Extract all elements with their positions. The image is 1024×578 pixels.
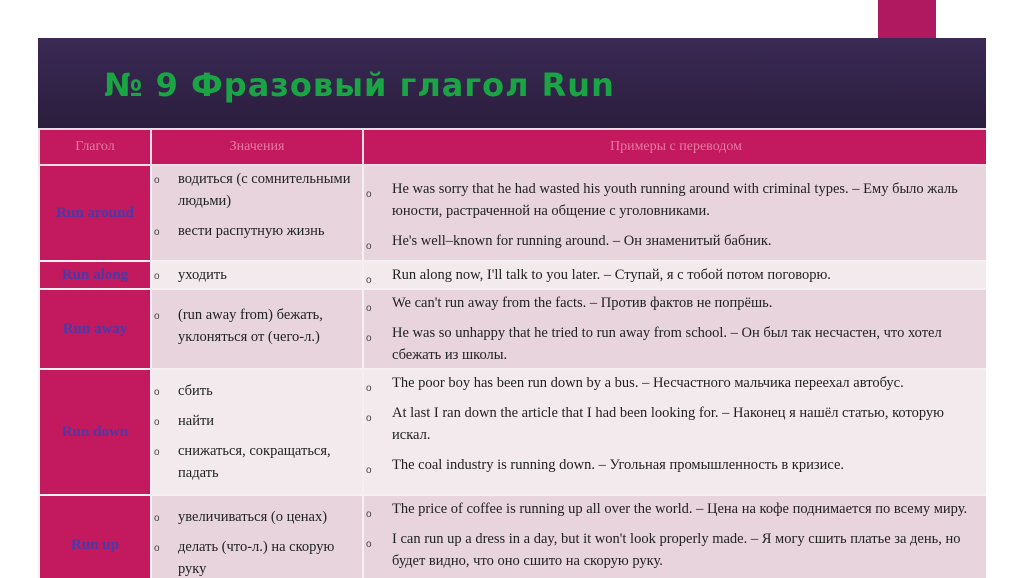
meanings-cell [151, 495, 363, 578]
examples-cell [363, 165, 986, 261]
meaning-item: o увеличиваться (о ценах) [168, 506, 358, 528]
meaning-item: o водиться (с сомнительными людьми) [168, 168, 358, 212]
meanings-cell [151, 261, 363, 289]
verb-cell: Run away [39, 289, 151, 369]
meaning-item: o уходить [168, 264, 358, 286]
verb-cell: Run up [39, 495, 151, 578]
title-bar [38, 38, 986, 128]
examples-cell [363, 289, 986, 369]
header-examples: Примеры с переводом [363, 129, 986, 165]
example-item: o He was so unhappy that he tried to run away from school. – Он был так несчастен, что хотел сбежать из школы. [392, 322, 984, 366]
meaning-item: o (run away from) бежать, уклоняться от (чего-л.) [168, 304, 358, 348]
example-item: o Run along now, I'll talk to you later. – Ступай, я с тобой потом поговорю. [392, 264, 984, 286]
meaning-item: o найти [168, 410, 358, 432]
examples-cell [363, 369, 986, 495]
table-row [39, 165, 986, 261]
meanings-cell [151, 165, 363, 261]
verb-cell: Run along [39, 261, 151, 289]
header-verb: Глагол [39, 129, 151, 165]
verb-cell: Run around [39, 165, 151, 261]
examples-cell [363, 495, 986, 578]
meaning-item: o вести распутную жизнь [168, 220, 358, 242]
meanings-cell [151, 369, 363, 495]
table-row [39, 289, 986, 369]
meaning-item: o делать (что-л.) на скорую руку [168, 536, 358, 578]
slide [38, 38, 986, 578]
table-row [39, 369, 986, 495]
table-row [39, 495, 986, 578]
phrasal-verb-table [38, 128, 986, 578]
meaning-item: o снижаться, сокращаться, падать [168, 440, 358, 484]
example-item: o He was sorry that he had wasted his youth running around with criminal types. – Ему было жаль юности, растраченной на общение с уголовниками. [392, 178, 984, 222]
slide-title: № 9 Фразовый глагол Run [104, 66, 615, 104]
table-row [39, 261, 986, 289]
example-item: o I can run up a dress in a day, but it won't look properly made. – Я могу сшить платье за день, но будет видно, что оно сшито на скорую руку. [392, 528, 984, 572]
example-item: o The coal industry is running down. – Угольная промышленность в кризисе. [392, 454, 984, 476]
table-header-row [39, 129, 986, 165]
meanings-cell [151, 289, 363, 369]
example-item: o He's well–known for running around. – Он знаменитый бабник. [392, 230, 984, 252]
example-item: o The poor boy has been run down by a bus. – Несчастного мальчика переехал автобус. [392, 372, 984, 394]
header-meanings: Значения [151, 129, 363, 165]
examples-cell [363, 261, 986, 289]
example-item: o We can't run away from the facts. – Против фактов не попрёшь. [392, 292, 984, 314]
example-item: o The price of coffee is running up all over the world. – Цена на кофе поднимается по всему миру. [392, 498, 984, 520]
verb-cell: Run down [39, 369, 151, 495]
meaning-item: o сбить [168, 380, 358, 402]
example-item: o At last I ran down the article that I had been looking for. – Наконец я нашёл статью, которую искал. [392, 402, 984, 446]
